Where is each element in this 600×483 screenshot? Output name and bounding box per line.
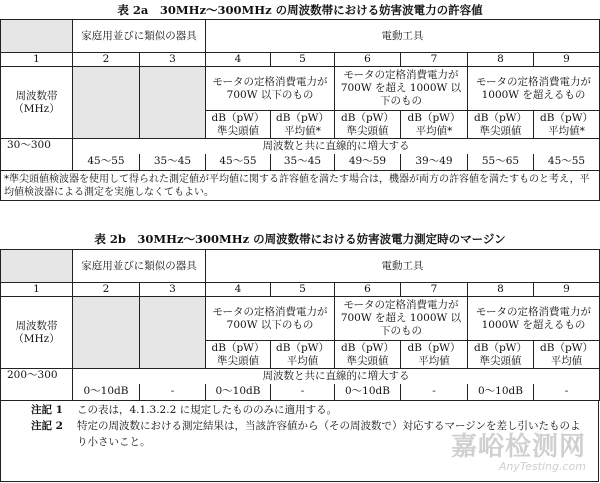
watermark-en: AnyTesting.com [498, 460, 586, 473]
value-cell: 45～55 [534, 154, 600, 171]
freq-range: 200～300 [1, 369, 73, 401]
group-household: 家庭用並びに類似の器具 [73, 250, 206, 283]
motor-700-below: モータの定格消費電力が 700W 以下のもの [206, 67, 335, 111]
col-number: 3 [140, 53, 206, 67]
value-cell: 35～45 [271, 154, 335, 171]
col-number: 6 [335, 283, 401, 297]
motor-700-1000: モータの定格消費電力が 700W を超え 1000W 以下のもの [335, 297, 468, 341]
value-cell: 45～55 [73, 154, 140, 171]
col-number: 7 [401, 283, 468, 297]
freq-header: 周波数帯（MHz） [1, 297, 73, 369]
value-cell: - [534, 384, 600, 401]
table-a-title: 表 2a 30MHz～300MHz の周波数帯における妨害波電力の許容値 [117, 3, 483, 17]
col-number: 4 [206, 53, 271, 67]
col-number: 6 [335, 53, 401, 67]
unit-qp: dB（pW）準尖頭値 [206, 111, 271, 139]
freq-header: 周波数帯（MHz） [1, 67, 73, 139]
unit-avg: dB（pW）平均値* [401, 111, 468, 139]
note-label: 注記 1 [31, 404, 63, 416]
value-cell: 0～10dB [335, 384, 401, 401]
header-blank [1, 250, 73, 283]
table-b-title: 表 2b 30MHz～300MHz の周波数帯における妨害波電力測定時のマージン [94, 232, 506, 246]
table-a-footnote: *準尖頭値検波器を使用して得られた測定値が平均値に関する許容値を満たす場合は，機器が両方の許容値を満たすものと考え，平均値検波器による測定を実施しなくてもよい。 [1, 171, 600, 201]
unit-avg: dB（pW）平均値* [271, 111, 335, 139]
note-label: 注記 2 [31, 420, 63, 432]
note-item [1, 418, 598, 450]
col-number: 4 [206, 283, 271, 297]
table-a [0, 19, 600, 201]
unit-qp: dB（pW）準尖頭値 [468, 341, 534, 369]
notes-block [0, 400, 599, 482]
col-number: 9 [534, 53, 600, 67]
col-number: 3 [140, 283, 206, 297]
table-b [0, 249, 600, 401]
note-text: 特定の周波数における測定結果は，当該許容値から（その周波数で）対応するマージンを差し引いたものより小さいこと。 [77, 420, 581, 448]
value-cell: - [401, 384, 468, 401]
group-tools: 電動工具 [206, 250, 600, 283]
col-number: 9 [534, 283, 600, 297]
value-cell: 0～10dB [73, 384, 140, 401]
col-number: 5 [271, 283, 335, 297]
value-cell: 39～49 [401, 154, 468, 171]
motor-700-1000: モータの定格消費電力が 700W を超え 1000W 以下のもの [335, 67, 468, 111]
household-blank [73, 67, 140, 139]
value-cell: 55～65 [468, 154, 534, 171]
household-blank [73, 297, 140, 369]
motor-1000-above: モータの定格消費電力が 1000W を超えるもの [468, 297, 600, 341]
unit-avg: dB（pW）平均値 [401, 341, 468, 369]
household-blank [140, 297, 206, 369]
value-cell: - [271, 384, 335, 401]
col-number: 1 [1, 283, 73, 297]
value-cell: 35～45 [140, 154, 206, 171]
note-text: この表は，4.1.3.2.2 に規定したもののみに適用する。 [77, 404, 338, 416]
col-number: 1 [1, 53, 73, 67]
unit-qp: dB（pW）準尖頭値 [468, 111, 534, 139]
value-cell: 0～10dB [206, 384, 271, 401]
unit-qp: dB（pW）準尖頭値 [335, 111, 401, 139]
increase-text: 周波数と共に直線的に増大する [73, 369, 600, 384]
col-number: 5 [271, 53, 335, 67]
increase-text: 周波数と共に直線的に増大する [73, 139, 600, 154]
header-blank [1, 20, 73, 53]
household-blank [140, 67, 206, 139]
col-number: 2 [73, 283, 140, 297]
value-cell: 49～59 [335, 154, 401, 171]
group-tools: 電動工具 [206, 20, 600, 53]
value-cell: 0～10dB [468, 384, 534, 401]
unit-avg: dB（pW）平均値* [534, 111, 600, 139]
col-number: 8 [468, 283, 534, 297]
value-cell: 45～55 [206, 154, 271, 171]
motor-1000-above: モータの定格消費電力が 1000W を超えるもの [468, 67, 600, 111]
unit-avg: dB（pW）平均値 [534, 341, 600, 369]
watermark-cn: 嘉峪检测网 [450, 432, 586, 462]
note-item [1, 402, 598, 418]
col-number: 8 [468, 53, 534, 67]
freq-range: 30～300 [1, 139, 73, 171]
value-cell: - [140, 384, 206, 401]
col-number: 2 [73, 53, 140, 67]
col-number: 7 [401, 53, 468, 67]
unit-qp: dB（pW）準尖頭値 [206, 341, 271, 369]
motor-700-below: モータの定格消費電力が 700W 以下のもの [206, 297, 335, 341]
unit-qp: dB（pW）準尖頭値 [335, 341, 401, 369]
group-household: 家庭用並びに類似の器具 [73, 20, 206, 53]
unit-avg: dB（pW）平均値 [271, 341, 335, 369]
